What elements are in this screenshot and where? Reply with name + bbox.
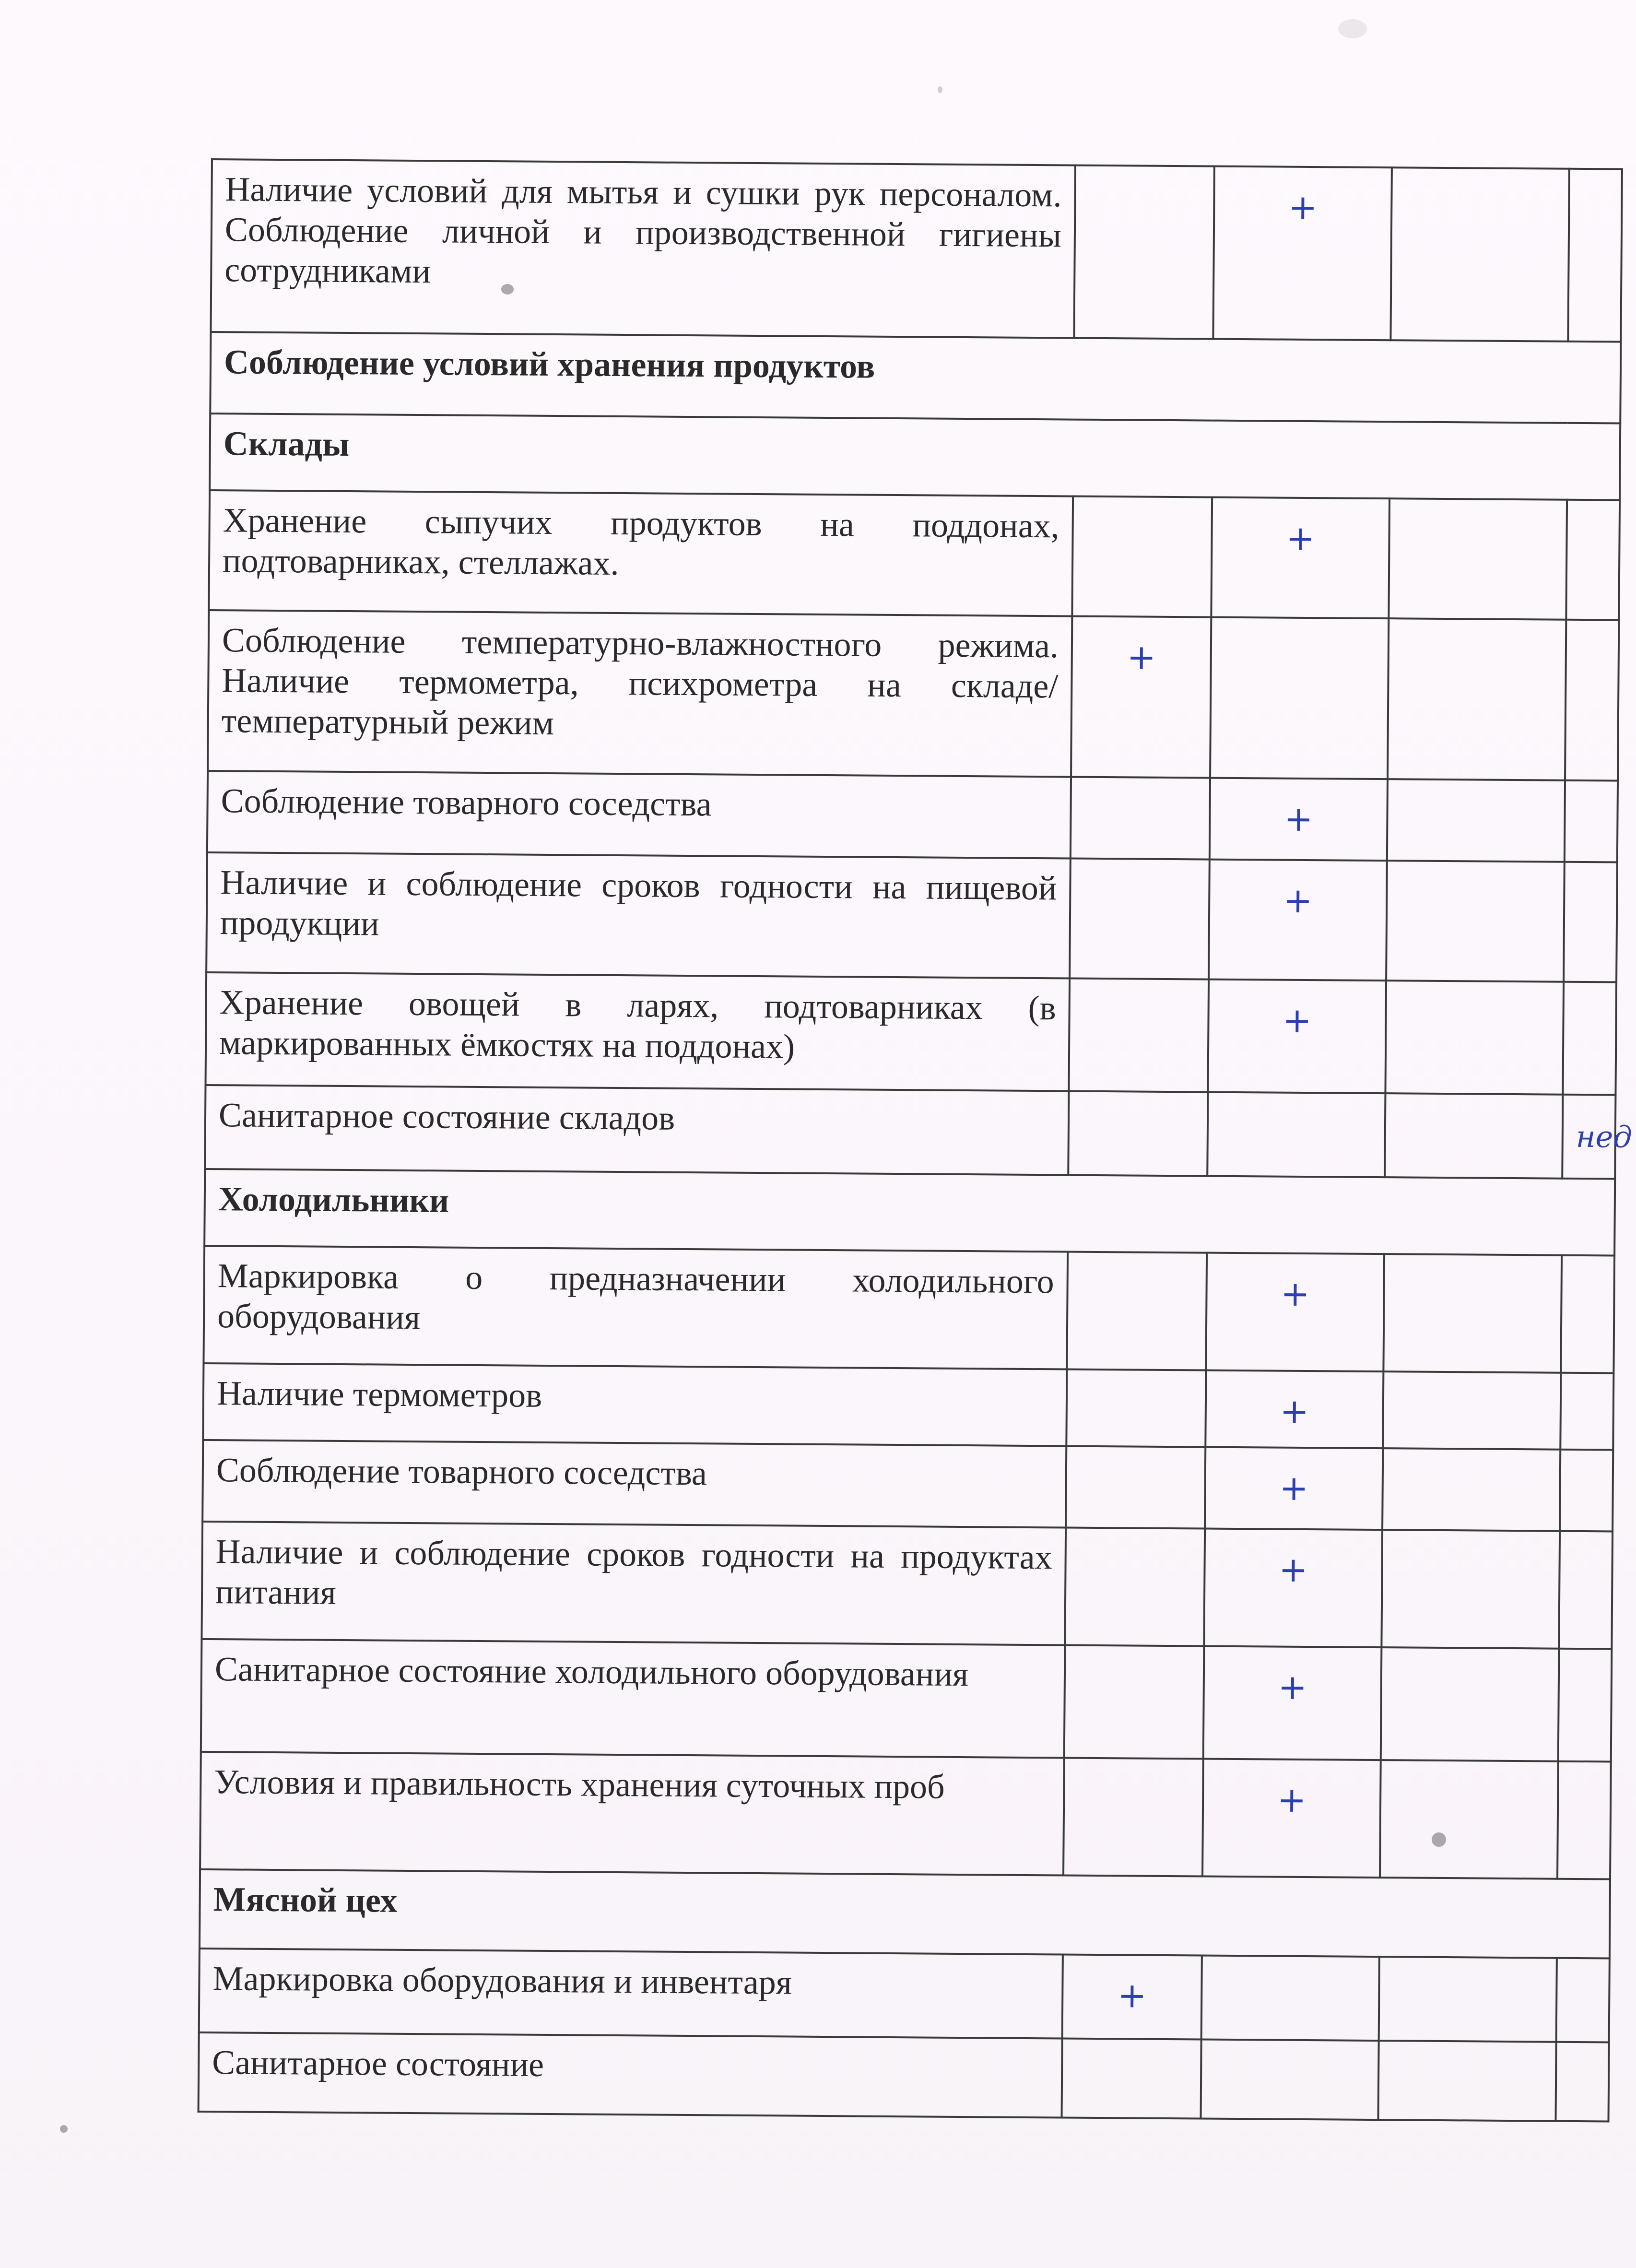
- handwritten-note: нед: [1576, 1119, 1632, 1155]
- criterion-text: Маркировка о предназначении холодильного оборудования: [203, 1246, 1068, 1370]
- mark-cell-col-4: [1560, 1373, 1613, 1450]
- mark-cell-col-3: [1378, 2041, 1556, 2121]
- checklist-row: [201, 1639, 1612, 1762]
- mark-cell-col-1: [1072, 496, 1212, 617]
- mark-cell-col-3: [1382, 1448, 1560, 1531]
- mark-cell-col-4: [1562, 1095, 1632, 1179]
- mark-cell-col-1: [1071, 616, 1211, 778]
- checklist-row: [203, 1363, 1613, 1450]
- criterion-text: Хранение овощей в ларях, подтоварниках (в маркированных ёмкостях на поддонах): [206, 972, 1070, 1091]
- section-header-row: [210, 332, 1621, 424]
- mark-cell-col-3: [1379, 1957, 1557, 2042]
- mark-cell-col-3: [1381, 1647, 1559, 1761]
- mark-cell-col-3: [1390, 167, 1569, 342]
- mark-cell-col-1: [1071, 777, 1210, 860]
- handwritten-plus-mark: +: [1281, 1273, 1310, 1314]
- mark-cell-col-4: [1563, 982, 1616, 1095]
- checklist-row: [206, 972, 1617, 1095]
- mark-cell-col-2: [1213, 166, 1392, 341]
- mark-cell-col-4: [1559, 1531, 1612, 1649]
- mark-cell-col-2: [1205, 1447, 1383, 1530]
- handwritten-plus-mark: +: [1279, 1549, 1308, 1590]
- mark-cell-col-4: [1556, 2042, 1609, 2122]
- mark-cell-col-3: [1383, 1371, 1561, 1450]
- mark-cell-col-1: [1066, 1446, 1205, 1529]
- criterion-text: Наличие и соблюдение сроков годности на продуктах питания: [201, 1522, 1066, 1645]
- criterion-text: Соблюдение температурно-влажностного режима. Наличие термометра, психрометра на складе/температурный режим: [208, 610, 1072, 777]
- mark-cell-col-1: [1066, 1370, 1206, 1447]
- handwritten-plus-mark: +: [1283, 880, 1313, 921]
- mark-cell-col-1: [1069, 979, 1209, 1092]
- checklist-row: [211, 159, 1622, 342]
- mark-cell-col-2: [1209, 860, 1387, 981]
- mark-cell-col-4: [1564, 862, 1617, 982]
- scan-speck: [1432, 1832, 1446, 1847]
- mark-cell-col-4: [1556, 1958, 1610, 2043]
- mark-cell-col-1: [1068, 1091, 1208, 1176]
- mark-cell-col-3: [1385, 1093, 1563, 1179]
- section-title: Мясной цех: [200, 1869, 1610, 1959]
- criterion-text: Наличие и соблюдение сроков годности на пищевой продукции: [206, 852, 1071, 979]
- handwritten-plus-mark: +: [1117, 1975, 1147, 2016]
- criterion-text: Соблюдение товарного соседства: [202, 1440, 1066, 1528]
- mark-cell-col-1: [1070, 859, 1210, 980]
- mark-cell-col-4: [1561, 1255, 1614, 1373]
- mark-cell-col-1: [1065, 1528, 1205, 1646]
- mark-cell-col-1: [1063, 1758, 1203, 1876]
- mark-cell-col-4: [1565, 620, 1619, 781]
- handwritten-plus-mark: +: [1127, 637, 1156, 677]
- mark-cell-col-1: [1062, 2038, 1201, 2118]
- mark-cell-col-2: [1208, 980, 1386, 1094]
- handwritten-plus-mark: +: [1278, 1666, 1307, 1708]
- mark-cell-col-2: [1205, 1370, 1383, 1449]
- checklist-row: [207, 771, 1618, 862]
- handwritten-plus-mark: +: [1279, 1467, 1309, 1509]
- scan-speck: [1338, 19, 1367, 38]
- criterion-text: Условия и правильность хранения суточных проб: [200, 1752, 1064, 1876]
- criterion-text: Наличие термометров: [203, 1363, 1067, 1446]
- checklist-row: [206, 852, 1617, 982]
- checklist-row: [201, 1522, 1612, 1649]
- section-header-row: [200, 1869, 1610, 1959]
- mark-cell-col-4: [1568, 169, 1622, 342]
- mark-cell-col-3: [1386, 861, 1565, 982]
- checklist-row: [205, 1085, 1615, 1179]
- section-header-row: [204, 1169, 1615, 1256]
- mark-cell-col-3: [1389, 498, 1567, 620]
- section-title: Соблюдение условий хранения продуктов: [210, 332, 1621, 424]
- criterion-text: Маркировка оборудования и инвентаря: [199, 1949, 1063, 2039]
- mark-cell-col-2: [1201, 2040, 1379, 2120]
- mark-cell-col-3: [1381, 1530, 1560, 1649]
- scan-speck: [501, 284, 514, 295]
- mark-cell-col-3: [1388, 618, 1566, 780]
- handwritten-plus-mark: +: [1288, 187, 1318, 228]
- mark-cell-col-2: [1201, 1956, 1379, 2041]
- mark-cell-col-4: [1557, 1761, 1611, 1879]
- handwritten-plus-mark: +: [1283, 1000, 1312, 1041]
- mark-cell-col-2: [1206, 1253, 1384, 1372]
- handwritten-plus-mark: +: [1286, 518, 1315, 559]
- mark-cell-col-1: [1064, 1645, 1204, 1759]
- checklist-row: [202, 1440, 1613, 1532]
- mark-cell-col-4: [1565, 780, 1618, 862]
- mark-cell-col-3: [1380, 1760, 1558, 1879]
- criterion-text: Санитарное состояние: [199, 2032, 1062, 2118]
- mark-cell-col-2: [1210, 617, 1389, 780]
- mark-cell-col-2: [1204, 1529, 1382, 1648]
- mark-cell-col-4: [1560, 1450, 1613, 1532]
- inspection-checklist-table: [198, 158, 1632, 2122]
- mark-cell-col-2: [1203, 1646, 1382, 1760]
- criterion-text: Хранение сыпучих продуктов на поддонах, подтоварниках, стеллажах.: [209, 490, 1073, 616]
- mark-cell-col-1: [1062, 1954, 1202, 2039]
- mark-cell-col-2: [1207, 1092, 1385, 1178]
- section-header-row: [210, 413, 1620, 500]
- criterion-text: Санитарное состояние холодильного оборудования: [201, 1639, 1065, 1758]
- mark-cell-col-3: [1383, 1254, 1562, 1373]
- mark-cell-col-2: [1211, 497, 1389, 619]
- checklist-row: [209, 490, 1620, 620]
- scan-speck: [938, 86, 942, 93]
- mark-cell-col-4: [1558, 1649, 1612, 1762]
- handwritten-plus-mark: +: [1277, 1779, 1306, 1820]
- scan-speck: [60, 2125, 68, 2133]
- section-title: Склады: [210, 413, 1620, 500]
- checklist-row: [199, 2032, 1609, 2122]
- criterion-text: Наличие условий для мытья и сушки рук персоналом. Соблюдение личной и производственной гигиены сотрудниками: [211, 159, 1075, 338]
- mark-cell-col-2: [1210, 778, 1388, 861]
- criterion-text: Санитарное состояние складов: [205, 1085, 1069, 1175]
- mark-cell-col-1: [1067, 1252, 1207, 1370]
- mark-cell-col-4: [1566, 500, 1620, 620]
- handwritten-plus-mark: +: [1283, 798, 1313, 839]
- checklist-row: [200, 1752, 1611, 1879]
- checklist-row: [199, 1949, 1610, 2043]
- criterion-text: Соблюдение товарного соседства: [207, 771, 1071, 859]
- section-title: Холодильники: [204, 1169, 1615, 1256]
- mark-cell-col-3: [1385, 980, 1564, 1095]
- mark-cell-col-3: [1387, 779, 1565, 862]
- mark-cell-col-2: [1202, 1759, 1381, 1878]
- checklist-row: [208, 610, 1619, 781]
- mark-cell-col-1: [1074, 165, 1214, 339]
- checklist-row: [203, 1246, 1614, 1373]
- handwritten-plus-mark: +: [1280, 1391, 1309, 1432]
